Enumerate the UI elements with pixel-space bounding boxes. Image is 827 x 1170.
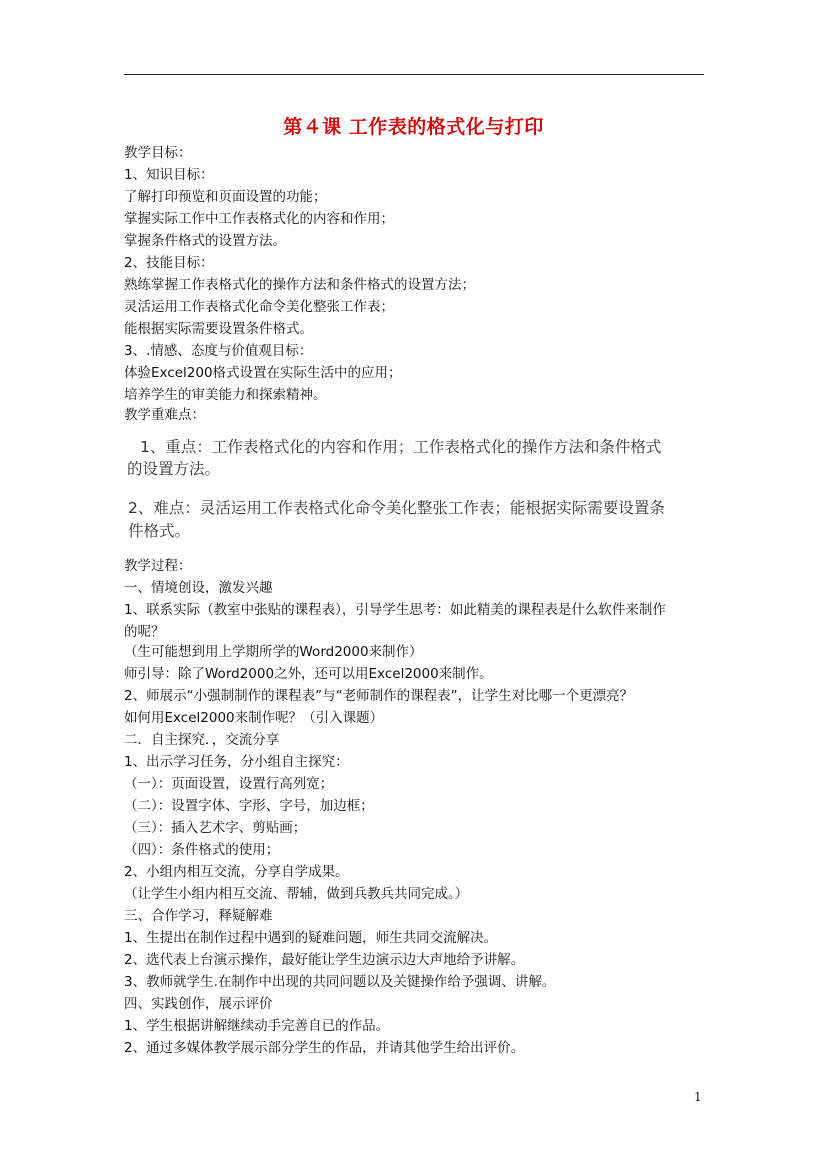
text-line: （生可能想到用上学期所学的Word2000来制作） [124,644,423,660]
header-rule [124,74,704,75]
text-line: 1、知识目标： [124,167,214,183]
text-line: 2、通过多媒体教学展示部分学生的作品，并请其他学生给出评价。 [124,1040,525,1056]
text-line: 培养学生的审美能力和探索精神。 [124,387,327,403]
text-line: 如何用Excel2000来制作呢？（引入课题） [124,710,384,726]
text-line: 3、教师就学生.在制作中出现的共同问题以及关键操作给予强调、讲解。 [124,974,556,990]
text-line: 3、.情感、态度与价值观目标： [124,343,313,359]
text-line: 掌握实际工作中工作表格式化的内容和作用； [124,211,394,227]
text-line: 了解打印预览和页面设置的功能； [124,189,327,205]
text-line: 四、实践创作，展示评价 [124,996,273,1012]
text-line: 二．自主探究．，交流分享 [124,732,280,748]
text-line: 的呢？ [124,624,165,640]
text-line: 1、联系实际（教室中张贴的课程表），引导学生思考：如此精美的课程表是什么软件来制作 [124,602,666,618]
text-line: 2、小组内相互交流，分享自学成果。 [124,864,349,880]
key-point-2: 2、难点：灵活运用工作表格式化命令美化整张工作表；能根据实际需要设置条 [128,499,665,517]
text-line: （一）：页面设置，设置行高列宽； [124,776,334,792]
text-line: 三、合作学习，释疑解难 [124,908,273,924]
text-line: 熟练掌握工作表格式化的操作方法和条件格式的设置方法； [124,277,475,293]
page-number: 1 [694,1090,702,1104]
text-line: 灵活运用工作表格式化命令美化整张工作表； [124,299,394,315]
text-line: 2、师展示“小强制制作的课程表”与“老师制作的课程表”，让学生对比哪一个更漂亮？ [124,688,634,704]
key-point-1-cont: 的设置方法。 [127,460,221,478]
text-line: 1、生提出在制作过程中遇到的疑难问题，师生共同交流解决。 [124,930,498,946]
text-line: 师引导：除了Word2000之外，还可以用Excel2000来制作。 [124,666,493,682]
page-title: 第４课 工作表的格式化与打印 [283,116,544,138]
text-line: 1、学生根据讲解继续动手完善自已的作品。 [124,1018,390,1034]
text-line: （让学生小组内相互交流、帮辅，做到兵教兵共同完成。） [124,886,469,902]
key-point-1: 1、重点：工作表格式化的内容和作用；工作表格式化的操作方法和条件格式 [140,438,662,456]
text-line: 2、选代表上台演示操作，最好能让学生边演示边大声地给予讲解。 [124,952,525,968]
text-line: 2、技能目标： [124,255,214,271]
text-line: 1、出示学习任务，分小组自主探究： [124,754,349,770]
text-line: 教学重难点： [124,407,205,423]
text-line: 教学目标： [124,145,192,161]
text-line: （四）：条件格式的使用； [124,842,280,858]
text-line: 教学过程： [124,558,192,574]
text-line: 掌握条件格式的设置方法。 [124,233,286,249]
text-line: （三）：插入艺术字、剪贴画； [124,820,307,836]
text-line: 一、情境创设，激发兴趣 [124,580,273,596]
text-line: 能根据实际需要设置条件格式。 [124,321,313,337]
text-line: 体验Excel200格式设置在实际生活中的应用； [124,365,402,381]
key-point-2-cont: 件格式。 [128,522,191,540]
text-line: （二）：设置字体、字形、字号，加边框； [124,798,374,814]
